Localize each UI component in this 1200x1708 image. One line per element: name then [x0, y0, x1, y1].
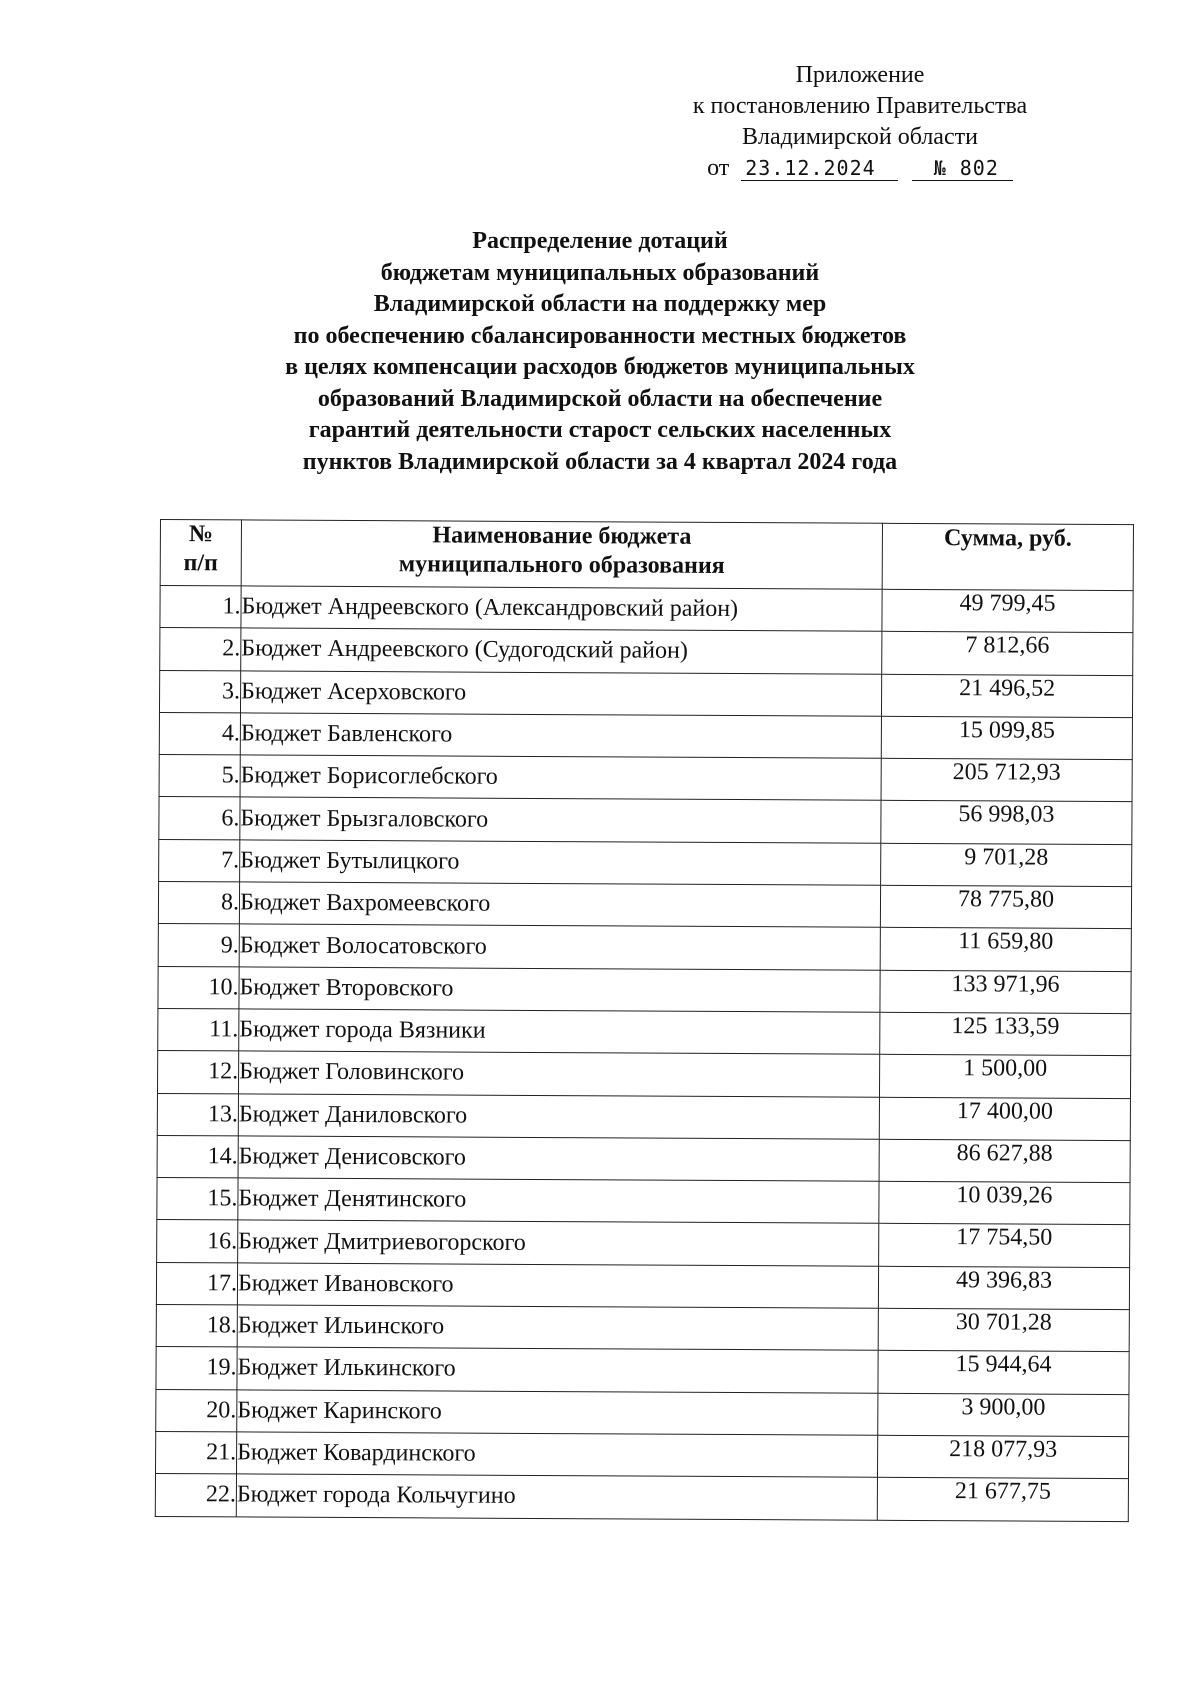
budget-name: Бюджет Ковардинского — [236, 1432, 877, 1478]
budget-name: Бюджет Брызгаловского — [240, 797, 881, 843]
header-number-abbr: п/п — [183, 550, 218, 577]
budget-name: Бюджет Вахромеевского — [239, 882, 880, 928]
budget-name: Бюджет Второвского — [239, 967, 880, 1013]
row-number: 4. — [159, 712, 240, 755]
decree-number: № 802 — [912, 156, 1013, 181]
row-number: 18. — [156, 1305, 237, 1348]
table-row — [157, 1135, 1130, 1182]
budget-name: Бюджет Ильинского — [237, 1305, 878, 1351]
budget-sum: 21 496,52 — [881, 674, 1132, 718]
row-number: 21. — [156, 1431, 237, 1474]
title-line: по обеспечению сбалансированности местных бюджетов — [293, 322, 907, 349]
table-row — [155, 1474, 1128, 1521]
row-number: 17. — [156, 1262, 237, 1305]
table-body — [155, 586, 1133, 1522]
title-line: Распределение дотаций — [472, 228, 728, 254]
table-row — [156, 1305, 1129, 1352]
budget-name: Бюджет Андреевского (Судогодский район) — [241, 628, 882, 674]
table-row — [158, 966, 1131, 1013]
row-number: 20. — [156, 1389, 237, 1432]
appendix-decree-label: к постановлению Правительства — [692, 93, 1028, 119]
budget-name: Бюджет Каринского — [237, 1390, 878, 1436]
budget-sum: 56 998,03 — [881, 801, 1132, 845]
row-number: 16. — [157, 1220, 238, 1263]
budget-name: Бюджет Дмитриевогорского — [238, 1220, 879, 1266]
budget-name: Бюджет Борисоглебского — [240, 755, 881, 801]
table-row — [156, 1431, 1129, 1478]
table-row — [156, 1347, 1129, 1394]
table-row — [159, 755, 1132, 802]
row-number: 1. — [160, 586, 241, 629]
table-row — [158, 924, 1131, 971]
row-number: 7. — [159, 839, 240, 882]
budget-name: Бюджет Денисовского — [238, 1136, 879, 1182]
row-number: 5. — [159, 755, 240, 798]
budget-sum: 49 799,45 — [882, 589, 1133, 633]
budget-name: Бюджет Головинского — [238, 1051, 879, 1097]
budget-name: Бюджет Денятинского — [238, 1178, 879, 1224]
row-number: 14. — [157, 1135, 238, 1178]
budget-name: Бюджет города Вязники — [239, 1009, 880, 1055]
budget-sum: 205 712,93 — [881, 758, 1132, 802]
appendix-header — [640, 60, 1080, 184]
title-line: Владимирской области на поддержку мер — [373, 291, 827, 317]
budget-sum: 15 099,85 — [881, 716, 1132, 760]
appendix-label: Приложение — [795, 62, 925, 88]
budget-sum: 9 701,28 — [881, 843, 1132, 887]
table-row — [157, 1051, 1130, 1098]
budget-sum: 78 775,80 — [880, 885, 1131, 929]
row-number: 3. — [159, 670, 240, 713]
header-budget-name-line1: Наименование бюджета — [432, 522, 692, 550]
row-number: 13. — [157, 1093, 238, 1136]
budget-sum: 7 812,66 — [882, 632, 1133, 676]
table-row — [159, 670, 1132, 717]
budget-name: Бюджет Илькинского — [237, 1347, 878, 1393]
date-prefix: от — [707, 155, 730, 181]
budget-sum: 86 627,88 — [879, 1139, 1130, 1183]
header-number-symbol: № — [188, 521, 214, 548]
budget-name: Бюджет Ивановского — [237, 1263, 878, 1309]
title-line: гарантий деятельности старост сельских населенных — [308, 417, 892, 443]
table-row — [159, 797, 1132, 844]
title-line: пунктов Владимирской области за 4 квартал 2024 года — [302, 448, 898, 475]
budget-name: Бюджет Бутылицкого — [240, 840, 881, 886]
table-row — [157, 1178, 1130, 1225]
budget-name: Бюджет Волосатовского — [239, 924, 880, 970]
row-number: 11. — [158, 1008, 239, 1051]
title-line: образований Владимирской области на обеспечение — [317, 385, 883, 412]
appendix-region-label: Владимирской области — [742, 124, 978, 150]
budget-sum: 17 400,00 — [879, 1097, 1130, 1141]
decree-date: 23.12.2024 — [741, 156, 897, 181]
header-budget-name — [241, 520, 882, 589]
table-row — [160, 586, 1133, 633]
row-number: 22. — [155, 1474, 236, 1517]
budget-sum: 15 944,64 — [878, 1351, 1129, 1395]
budget-name: Бюджет Асерховского — [240, 671, 881, 717]
title-line: бюджетам муниципальных образований — [380, 259, 820, 286]
budget-sum: 49 396,83 — [878, 1266, 1129, 1310]
table-row — [158, 1008, 1131, 1055]
row-number: 6. — [159, 797, 240, 840]
budget-name: Бюджет Даниловского — [238, 1093, 879, 1139]
table-row — [159, 712, 1132, 759]
budget-sum: 1 500,00 — [879, 1055, 1130, 1099]
budget-sum: 133 971,96 — [880, 970, 1131, 1014]
budget-sum: 3 900,00 — [878, 1393, 1129, 1437]
row-number: 12. — [157, 1051, 238, 1094]
appendix-date-line — [640, 153, 1080, 184]
budget-sum: 125 133,59 — [880, 1012, 1131, 1056]
table-row — [156, 1389, 1129, 1436]
table-row — [159, 839, 1132, 886]
table-row — [157, 1220, 1130, 1267]
table-row — [160, 628, 1133, 675]
budget-name: Бюджет Андреевского (Александровский район) — [241, 586, 882, 632]
row-number: 10. — [158, 966, 239, 1009]
budget-distribution-table — [155, 519, 1134, 1522]
row-number: 15. — [157, 1178, 238, 1221]
row-number: 8. — [158, 882, 239, 925]
budget-sum: 21 677,75 — [877, 1478, 1128, 1522]
budget-name: Бюджет города Кольчугино — [236, 1474, 877, 1520]
row-number: 19. — [156, 1347, 237, 1390]
title-line: в целях компенсации расходов бюджетов муниципальных — [285, 354, 915, 380]
budget-sum: 30 701,28 — [878, 1308, 1129, 1352]
budget-sum: 10 039,26 — [879, 1181, 1130, 1225]
budget-sum: 218 077,93 — [877, 1435, 1128, 1479]
header-sum: Сумма, руб. — [882, 523, 1133, 590]
budget-name: Бюджет Бавленского — [240, 713, 881, 759]
header-budget-name-line2: муниципального образования — [398, 551, 725, 579]
budget-sum: 11 659,80 — [880, 928, 1131, 972]
table-header-row — [160, 520, 1133, 591]
document-title — [150, 226, 1050, 478]
row-number: 9. — [158, 924, 239, 967]
row-number: 2. — [160, 628, 241, 671]
table-row — [158, 882, 1131, 929]
table-row — [157, 1093, 1130, 1140]
budget-sum: 17 754,50 — [879, 1224, 1130, 1268]
table-row — [156, 1262, 1129, 1309]
header-number — [160, 520, 241, 586]
